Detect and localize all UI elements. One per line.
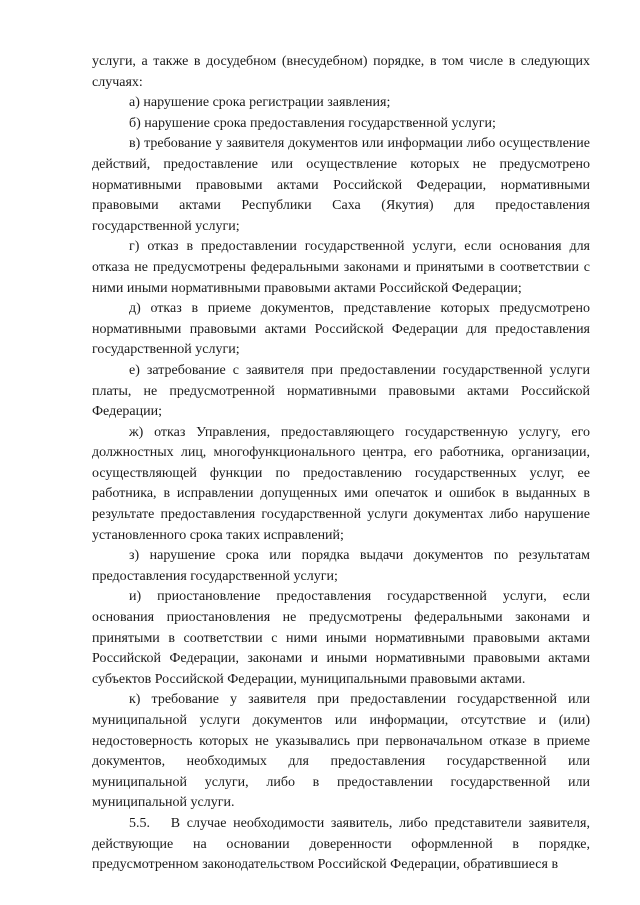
paragraph-item-i: и) приостановление предоставления государственной услуги, если основания приостановления не предусмотрены федеральными законами и принятыми в соответствии с ними иными нормативными правовыми актами Российской Федерации, законами и иными нормативными правовыми актами субъектов Российской Федерации, муниципальными правовыми актами. (92, 589, 590, 687)
paragraph-section-5-5: 5.5. В случае необходимости заявитель, либо представители заявителя, действующие на основании доверенности оформленной в порядке, предусмотренном законодательством Российской Федерации, обратившиеся в (92, 815, 590, 873)
paragraph-intro: услуги, а также в досудебном (внесудебном) порядке, в том числе в следующих случаях: (92, 54, 590, 90)
paragraph-item-g: г) отказ в предоставлении государственной услуги, если основания для отказа не предусмотрены федеральными законами и принятыми в соответствии с ними иными нормативными правовыми актами Российской Федерации; (92, 239, 590, 296)
paragraph-item-v: в) требование у заявителя документов или информации либо осуществление действий, предоставление или осуществление которых не предусмотрено нормативными правовыми актами Российской Федерации, нормативными правовыми актами Республики Саха (Якутия) для предоставления государственной услуги; (92, 136, 590, 234)
paragraph-item-e: е) затребование с заявителя при предоставлении государственной услуги платы, не предусмотренной нормативными правовыми актами Российской Федерации; (92, 362, 590, 420)
paragraph-item-b: б) нарушение срока предоставления государственной услуги; (129, 115, 496, 131)
paragraph-item-zh: ж) отказ Управления, предоставляющего государственную услугу, его должностных лиц, многофункционального центра, его работника, организации, осуществляющей функции по предоставлению государственных услуг, ее работника, в исправлении допущенных ими опечаток и ошибок в выданных в результате предоставления государственной услуги документах либо нарушение установленного срока таких исправлений; (92, 424, 590, 543)
paragraph-item-a: а) нарушение срока регистрации заявления; (129, 95, 391, 111)
paragraph-item-d: д) отказ в приеме документов, представление которых предусмотрено нормативными правовыми актами Российской Федерации для предоставления государственной услуги; (92, 301, 590, 358)
paragraph-item-z: з) нарушение срока или порядка выдачи документов по результатам предоставления государственной услуги; (92, 548, 590, 584)
paragraph-item-k: к) требование у заявителя при предоставлении государственной или муниципальной услуги документов или информации, отсутствие и (или) недостоверность которых не указывались при первоначальном отказе в приеме документов, необходимых для предоставления государственной или муниципальной услуги, либо в предоставлении государственной или муниципальной услуги. (92, 692, 590, 811)
document-body (92, 52, 590, 876)
